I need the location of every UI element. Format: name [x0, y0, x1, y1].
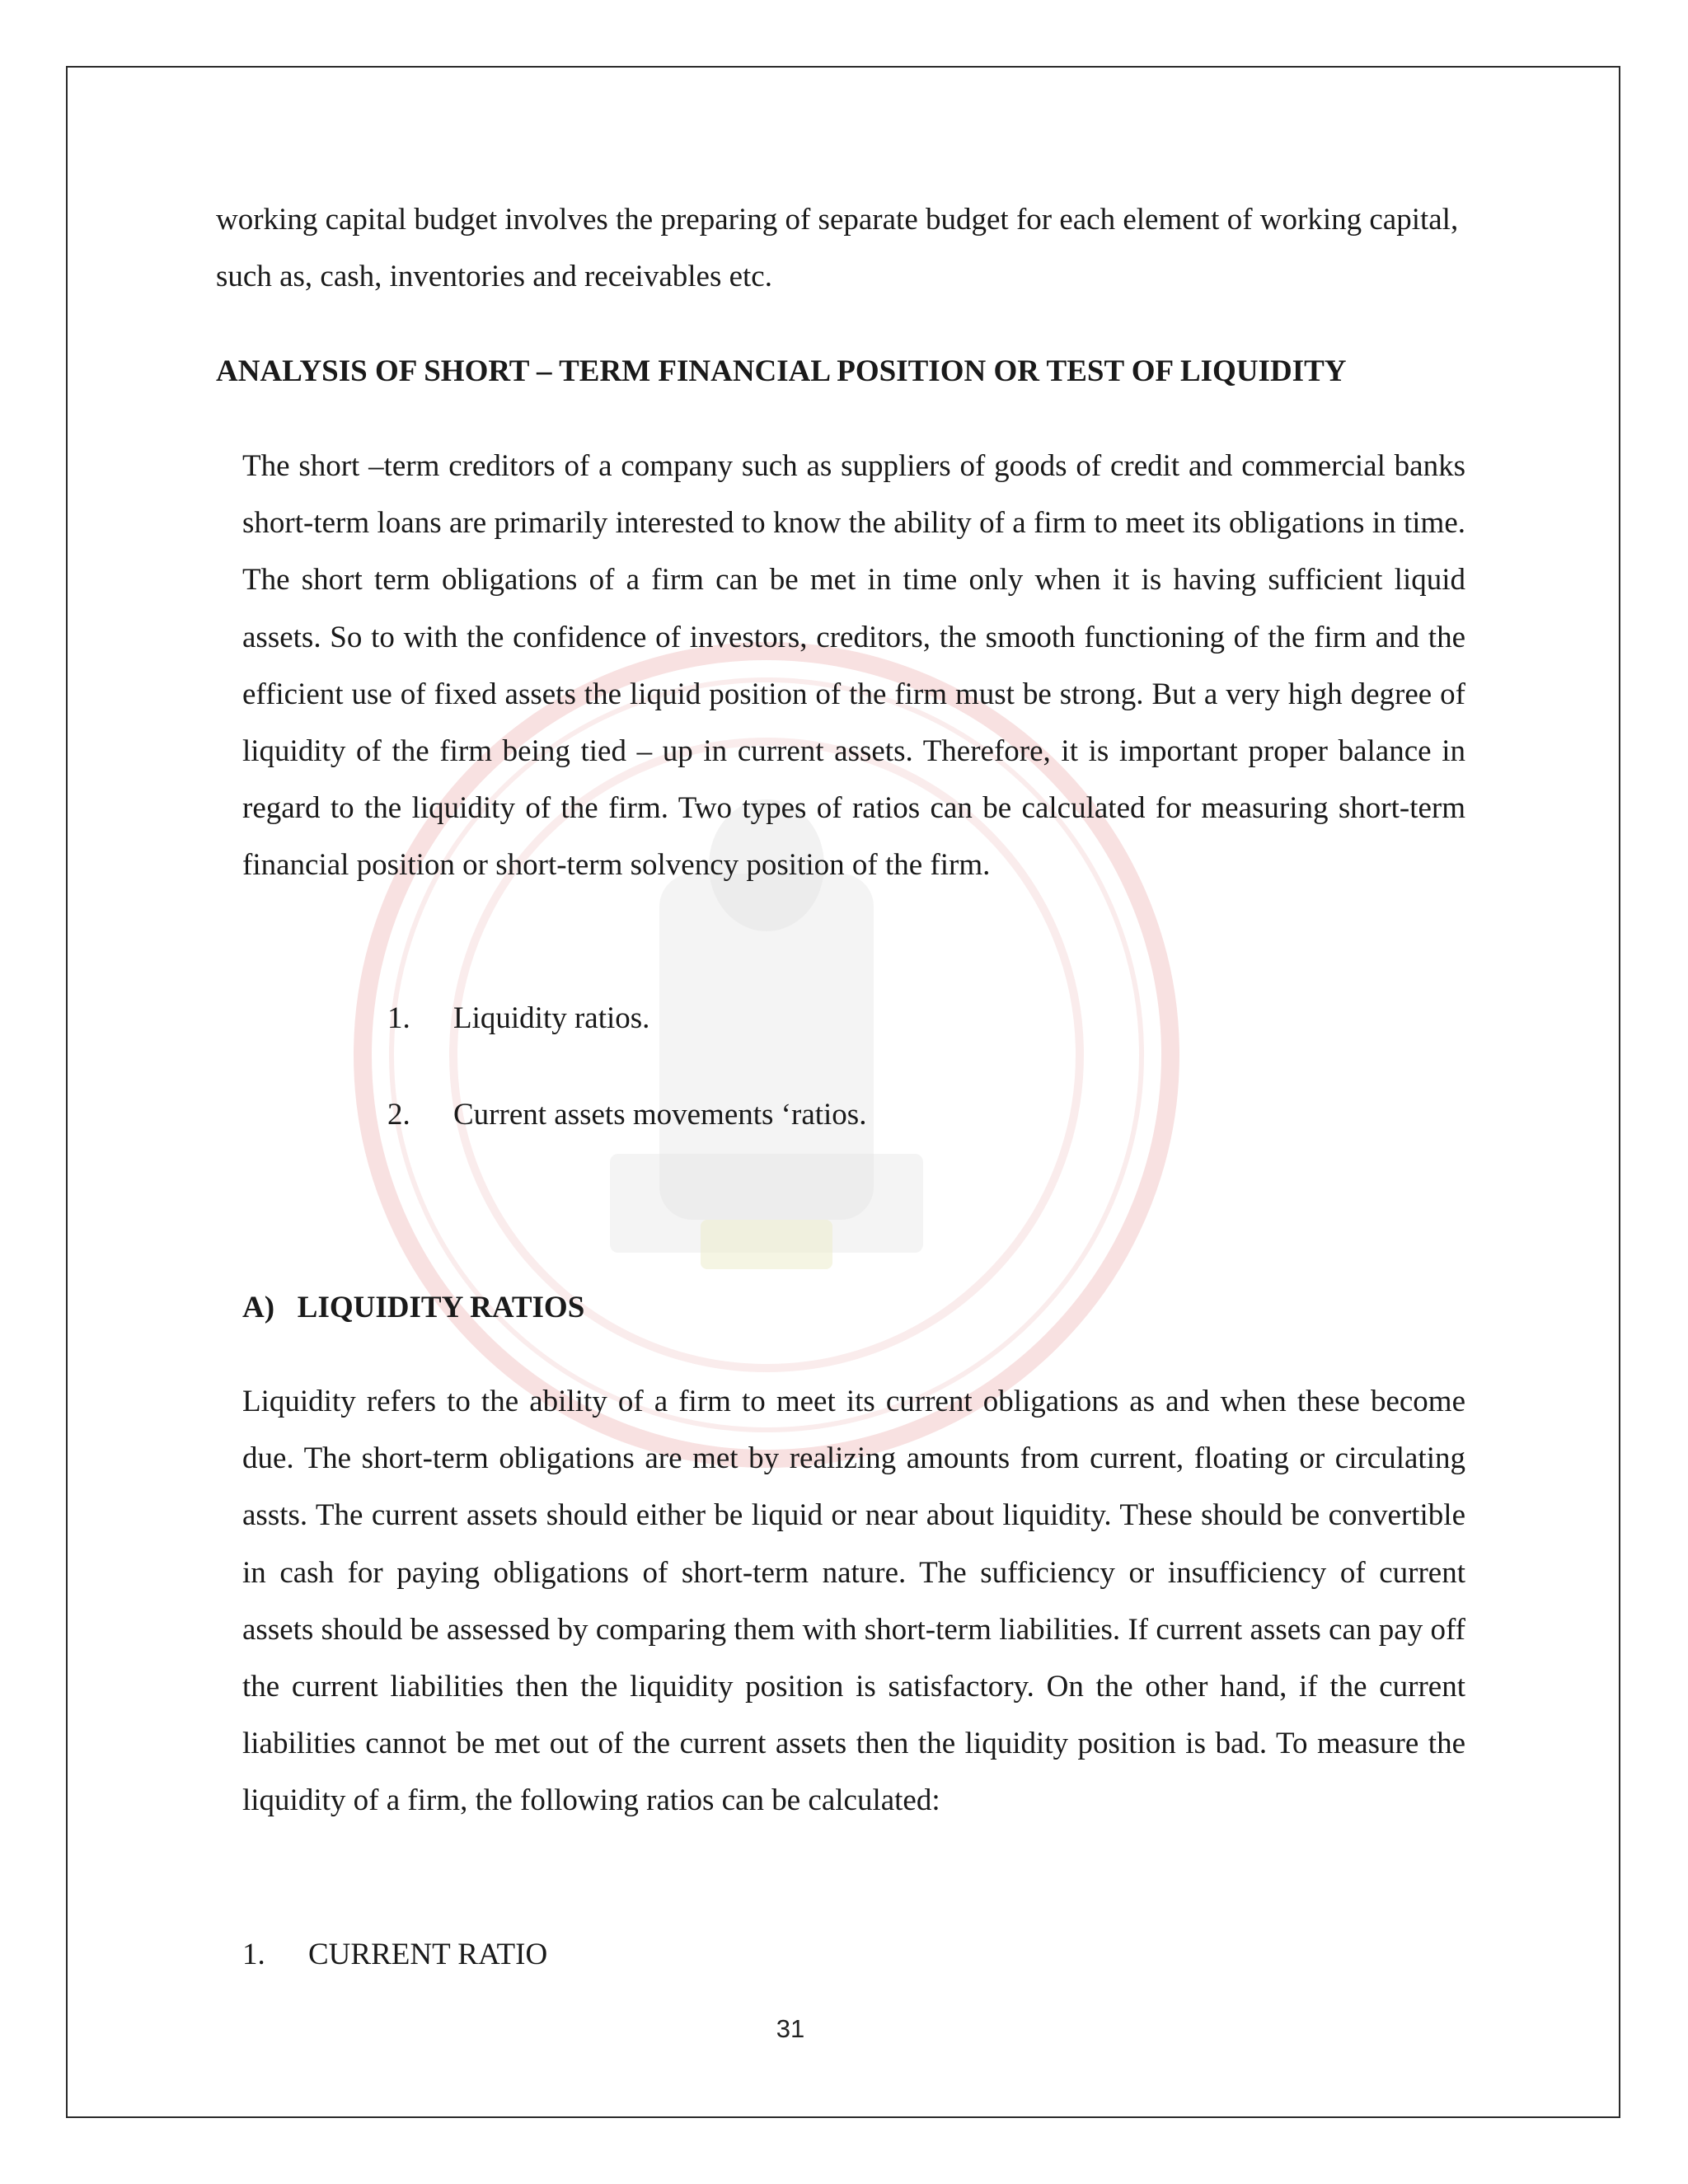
- list-item-number: 2.: [387, 1098, 410, 1132]
- list-item-label: Current assets movements ‘ratios.: [453, 1098, 867, 1132]
- list-item-number: 1.: [387, 1001, 410, 1035]
- intro-paragraph: working capital budget involves the preparing of separate budget for each element of working capital, such as, cash, inventories and receivables etc.: [216, 203, 1459, 294]
- page-number: 31: [776, 2014, 805, 2043]
- list-item-number: 1.: [242, 1938, 265, 1971]
- section-heading-short-term-analysis: ANALYSIS OF SHORT – TERM FINANCIAL POSITION OR TEST OF LIQUIDITY: [216, 354, 1347, 388]
- short-term-creditors-paragraph: The short –term creditors of a company such as suppliers of goods of credit and commercial banks short-term loans are primarily interested to know the ability of a firm to meet its obligations in time. The short term obligations of a firm can be met in time only when it is having sufficient liquid assets. So to with the confidence of investors, creditors, the smooth functioning of the firm and the efficient use of fixed assets the liquid position of the firm must be strong. But a very high degree of liquidity of the firm being tied – up in current assets. Therefore, it is important proper balance in regard to the liquidity of the firm. Two types of ratios can be calculated for measuring short-term financial position or short-term solvency position of the firm.: [242, 449, 1465, 883]
- list-item-label: CURRENT RATIO: [308, 1938, 548, 1971]
- list-item-label: Liquidity ratios.: [453, 1001, 650, 1035]
- section-heading-liquidity-ratios: A) LIQUIDITY RATIOS: [242, 1291, 585, 1324]
- liquidity-definition-paragraph: Liquidity refers to the ability of a firm to meet its current obligations as and when these become due. The short-term obligations are met by realizing amounts from current, floating or circulating assts. The current assets should either be liquid or near about liquidity. These should be convertible in cash for paying obligations of short-term nature. The sufficiency or insufficiency of current assets should be assessed by comparing them with short-term liabilities. If current assets can pay off the current liabilities then the liquidity position is satisfactory. On the other hand, if the current liabilities cannot be met out of the current assets then the liquidity position is bad. To measure the liquidity of a firm, the following ratios can be calculated:: [242, 1385, 1465, 1818]
